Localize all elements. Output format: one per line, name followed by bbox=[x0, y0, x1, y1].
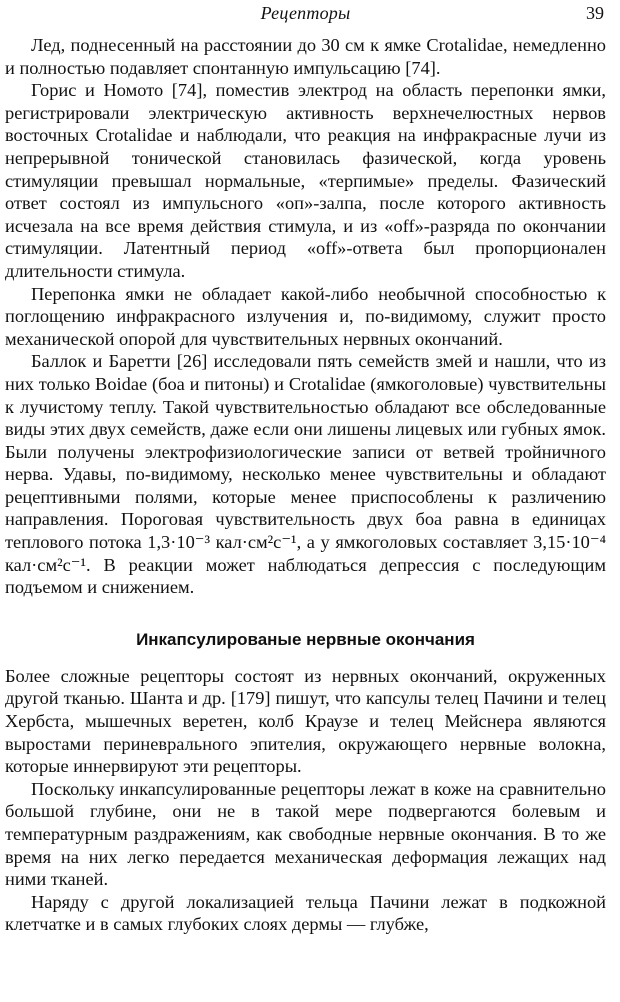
main-text bbox=[5, 34, 606, 936]
paragraph: Наряду с другой локализацией тельца Пачини лежат в подкожной клетчатке и в самых глубоких слоях дермы — глубже, bbox=[5, 891, 606, 935]
page-number: 39 bbox=[586, 3, 604, 23]
paragraph: Поскольку инкапсулированные рецепторы лежат в коже на сравнительно большой глубине, они не в такой мере подвергаются болевым и температурным раздражениям, как свободные нервные окончания. В то же время на них легко передается механическая деформация лежащих над ними тканей. bbox=[5, 778, 606, 890]
paragraph: Баллок и Баретти [26] исследовали пять семейств змей и нашли, что из них только Boidae (боа и питоны) и Crotalidae (ямкоголовые) чувствительны к лучистому теплу. Такой чувствительностью обладают все обследованные виды этих двух семейств, даже если они лишены лицевых или губных ямок. Были получены электрофизиологические записи от ветвей тройничного нерва. Удавы, по-видимому, несколько менее чувствительны и обладают рецептивными полями, которые менее приспособлены к различению направления. Пороговая чувствительность двух боа равна в единицах теплового потока 1,3·10⁻³ кал·см²с⁻¹, а у ямкоголовых составляет 3,15·10⁻⁴ кал·см²с⁻¹. В реакции может наблюдаться депрессия с последующим подъемом и снижением. bbox=[5, 351, 606, 598]
page-header bbox=[5, 0, 606, 34]
running-title: Рецепторы bbox=[260, 3, 351, 23]
paragraph: Лед, поднесенный на расстоянии до 30 см к ямке Crotalidae, немедленно и полностью подавляет спонтанную импульсацию [74]. bbox=[5, 35, 606, 78]
section-heading: Инкапсулированые нервные окончания bbox=[136, 629, 475, 649]
paragraph: Более сложные рецепторы состоят из нервных окончаний, окруженных другой тканью. Шанта и др. [179] пишут, что капсулы телец Пачини и телец Хербста, мышечных веретен, колб Краузе и телец Мейснера являются выростами периневрального эпителия, окружающего нервные волокна, которые иннервируют эти рецепторы. bbox=[5, 665, 606, 777]
paragraph: Горис и Номото [74], поместив электрод на область перепонки ямки, регистрировали электрическую активность верхнечелюстных нервов восточных Crotalidae и наблюдали, что реакция на инфракрасные лучи из непрерывной тонической становилась фазической, когда уровень стимуляции превышал нормальные, «терпимые» пределы. Фазический ответ состоял из импульсного «оп»-залпа, после которого активность исчезала на все время действия стимула, и из «off»-разряда по окончании стимуляции. Латентный период «off»-ответа был пропорционален длительности стимула. bbox=[5, 80, 606, 281]
paragraph: Перепонка ямки не обладает какой-либо необычной способностью к поглощению инфракрасного излучения и, по-видимому, служит просто механической опорой для чувствительных нервных окончаний. bbox=[5, 283, 606, 349]
